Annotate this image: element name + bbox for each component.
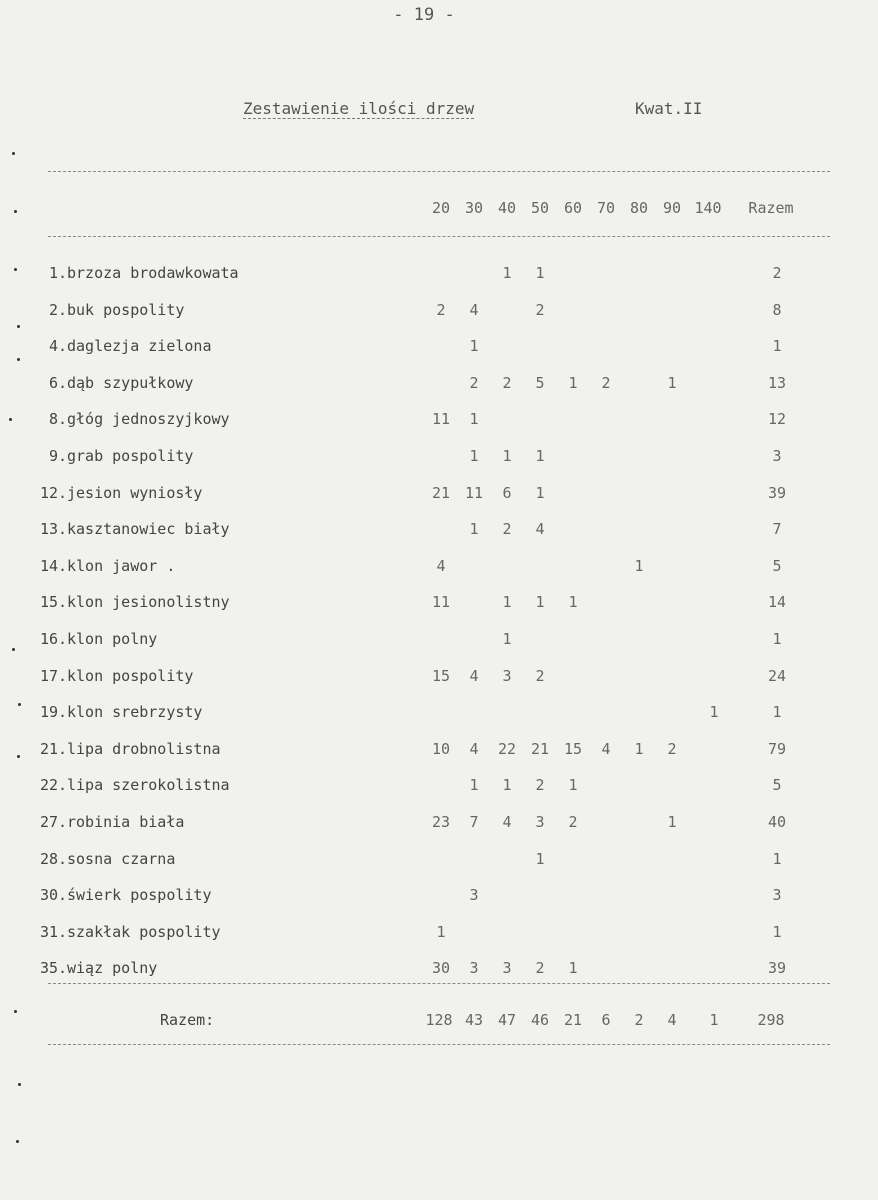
- divider-bottom: [48, 1044, 830, 1045]
- count-cell: 1: [469, 337, 479, 355]
- column-header: 60: [563, 199, 583, 217]
- margin-mark: [14, 210, 17, 213]
- count-cell: 3: [502, 667, 512, 685]
- table-row: [0, 627, 878, 651]
- total-cell: 2: [634, 1011, 644, 1029]
- count-cell: 1: [568, 776, 578, 794]
- count-cell: 1: [667, 374, 677, 392]
- count-cell: 2: [502, 374, 512, 392]
- count-cell: 6: [502, 484, 512, 502]
- table-row: [0, 334, 878, 358]
- species-name: [40, 773, 340, 797]
- count-cell: 1: [667, 813, 677, 831]
- count-cell: 1: [469, 520, 479, 538]
- row-total-cell: 7: [772, 520, 782, 538]
- total-cell: 1: [709, 1011, 719, 1029]
- table-row: [0, 371, 878, 395]
- count-cell: 10: [431, 740, 451, 758]
- count-cell: 1: [568, 593, 578, 611]
- table-row: [0, 883, 878, 907]
- species-name: [40, 737, 340, 761]
- count-cell: 1: [634, 557, 644, 575]
- table-row: [0, 664, 878, 688]
- count-cell: 22: [497, 740, 517, 758]
- column-header: 30: [464, 199, 484, 217]
- count-cell: 21: [530, 740, 550, 758]
- count-cell: 1: [535, 264, 545, 282]
- total-cell: 47: [497, 1011, 517, 1029]
- table-row: [0, 444, 878, 468]
- table-row: [0, 517, 878, 541]
- species-number: 13.: [40, 520, 68, 538]
- species-label: robinia biała: [67, 813, 185, 831]
- margin-mark: [17, 755, 20, 758]
- count-cell: 2: [568, 813, 578, 831]
- count-cell: 1: [535, 447, 545, 465]
- margin-mark: [18, 1083, 21, 1086]
- species-number: 17.: [40, 667, 68, 685]
- table-row: [0, 590, 878, 614]
- count-cell: 21: [431, 484, 451, 502]
- divider-header: [48, 236, 830, 237]
- margin-mark: [17, 358, 20, 361]
- row-total-cell: 40: [767, 813, 787, 831]
- species-number: 14.: [40, 557, 68, 575]
- species-number: 30.: [40, 886, 68, 904]
- count-cell: 15: [431, 667, 451, 685]
- count-cell: 11: [431, 593, 451, 611]
- margin-mark: [14, 1010, 17, 1013]
- row-total-cell: 13: [767, 374, 787, 392]
- species-name: [40, 407, 340, 431]
- total-cell: 4: [667, 1011, 677, 1029]
- row-total-cell: 2: [772, 264, 782, 282]
- species-number: 21.: [40, 740, 68, 758]
- count-cell: 5: [535, 374, 545, 392]
- species-label: klon srebrzysty: [67, 703, 203, 721]
- row-total-cell: 3: [772, 447, 782, 465]
- column-header: 80: [629, 199, 649, 217]
- table-row: [0, 773, 878, 797]
- count-cell: 11: [431, 410, 451, 428]
- species-number: 2.: [48, 301, 67, 319]
- column-header: Razem: [748, 199, 794, 217]
- species-name: [40, 627, 340, 651]
- row-total-cell: 14: [767, 593, 787, 611]
- total-cell: 128: [425, 1011, 453, 1029]
- count-cell: 4: [469, 667, 479, 685]
- table-row: [0, 261, 878, 285]
- species-name: [40, 810, 340, 834]
- row-total-cell: 79: [767, 740, 787, 758]
- divider-totals: [48, 983, 830, 984]
- row-total-cell: 1: [772, 850, 782, 868]
- species-number: 31.: [40, 923, 68, 941]
- species-name: [40, 590, 340, 614]
- count-cell: 1: [502, 630, 512, 648]
- margin-mark: [14, 268, 17, 271]
- divider-top: [48, 171, 830, 172]
- species-label: klon jesionolistny: [67, 593, 230, 611]
- species-label: wiąz polny: [67, 959, 158, 977]
- count-cell: 4: [535, 520, 545, 538]
- count-cell: 2: [535, 959, 545, 977]
- count-cell: 2: [502, 520, 512, 538]
- total-cell: 6: [601, 1011, 611, 1029]
- count-cell: 1: [502, 593, 512, 611]
- total-cell: 298: [757, 1011, 785, 1029]
- row-total-cell: 1: [772, 703, 782, 721]
- count-cell: 1: [469, 776, 479, 794]
- table-row: [0, 298, 878, 322]
- species-name: [40, 847, 340, 871]
- table-row: [0, 700, 878, 724]
- row-total-cell: 39: [767, 484, 787, 502]
- row-total-cell: 5: [772, 557, 782, 575]
- species-name: [40, 883, 340, 907]
- species-number: 28.: [40, 850, 68, 868]
- count-cell: 1: [502, 264, 512, 282]
- species-label: klon polny: [67, 630, 158, 648]
- row-total-cell: 1: [772, 923, 782, 941]
- species-label: jesion wyniosły: [67, 484, 203, 502]
- margin-mark: [18, 703, 21, 706]
- count-cell: 4: [601, 740, 611, 758]
- count-cell: 4: [469, 740, 479, 758]
- table-row: [0, 920, 878, 944]
- count-cell: 7: [469, 813, 479, 831]
- table-row: [0, 847, 878, 871]
- count-cell: 3: [469, 959, 479, 977]
- table-row: [0, 481, 878, 505]
- total-cell: 43: [464, 1011, 484, 1029]
- species-number: 6.: [48, 374, 67, 392]
- count-cell: 1: [568, 959, 578, 977]
- quarter-label: Kwat.II: [635, 99, 703, 118]
- column-header: 90: [662, 199, 682, 217]
- species-label: klon pospolity: [67, 667, 194, 685]
- totals-row: [0, 1008, 878, 1032]
- species-label: lipa szerokolistna: [67, 776, 230, 794]
- species-label: sosna czarna: [67, 850, 176, 868]
- species-label: szakłak pospolity: [67, 923, 221, 941]
- count-cell: 1: [634, 740, 644, 758]
- species-number: 19.: [40, 703, 68, 721]
- row-total-cell: 1: [772, 630, 782, 648]
- species-name: [40, 444, 340, 468]
- count-cell: 1: [535, 484, 545, 502]
- species-name: [40, 334, 340, 358]
- species-name: [40, 481, 340, 505]
- count-cell: 1: [709, 703, 719, 721]
- species-number: 4.: [48, 337, 67, 355]
- column-header-row: [0, 196, 878, 220]
- species-name: [40, 956, 340, 980]
- column-header: 70: [596, 199, 616, 217]
- species-number: 35.: [40, 959, 68, 977]
- row-total-cell: 39: [767, 959, 787, 977]
- margin-mark: [12, 152, 15, 155]
- count-cell: 1: [469, 447, 479, 465]
- species-label: brzoza brodawkowata: [67, 264, 239, 282]
- row-total-cell: 12: [767, 410, 787, 428]
- species-name: [40, 298, 340, 322]
- count-cell: 2: [535, 667, 545, 685]
- count-cell: 1: [535, 593, 545, 611]
- count-cell: 3: [502, 959, 512, 977]
- row-total-cell: 3: [772, 886, 782, 904]
- row-total-cell: 24: [767, 667, 787, 685]
- column-header: 40: [497, 199, 517, 217]
- species-label: głóg jednoszyjkowy: [67, 410, 230, 428]
- species-number: 27.: [40, 813, 68, 831]
- species-number: 12.: [40, 484, 68, 502]
- species-label: buk pospolity: [67, 301, 185, 319]
- column-header: 140: [694, 199, 722, 217]
- species-number: 16.: [40, 630, 68, 648]
- species-label: klon jawor .: [67, 557, 176, 575]
- count-cell: 1: [502, 447, 512, 465]
- species-number: 8.: [48, 410, 67, 428]
- total-cell: 21: [563, 1011, 583, 1029]
- count-cell: 30: [431, 959, 451, 977]
- totals-label: Razem:: [160, 1011, 215, 1029]
- count-cell: 1: [502, 776, 512, 794]
- document-title: Zestawienie ilości drzew: [243, 99, 475, 118]
- count-cell: 4: [502, 813, 512, 831]
- species-name: [40, 261, 340, 285]
- row-total-cell: 8: [772, 301, 782, 319]
- count-cell: 4: [469, 301, 479, 319]
- count-cell: 1: [535, 850, 545, 868]
- row-total-cell: 1: [772, 337, 782, 355]
- count-cell: 2: [469, 374, 479, 392]
- page-number: - 19 -: [393, 5, 455, 25]
- count-cell: 2: [535, 776, 545, 794]
- count-cell: 3: [469, 886, 479, 904]
- species-name: [40, 664, 340, 688]
- count-cell: 2: [535, 301, 545, 319]
- margin-mark: [17, 325, 20, 328]
- count-cell: 1: [568, 374, 578, 392]
- margin-mark: [9, 418, 12, 421]
- species-label: daglezja zielona: [67, 337, 212, 355]
- species-name: [40, 700, 340, 724]
- count-cell: 3: [535, 813, 545, 831]
- species-number: 9.: [48, 447, 67, 465]
- total-cell: 46: [530, 1011, 550, 1029]
- count-cell: 2: [667, 740, 677, 758]
- margin-mark: [12, 648, 15, 651]
- count-cell: 4: [436, 557, 446, 575]
- species-label: dąb szypułkowy: [67, 374, 194, 392]
- species-label: świerk pospolity: [67, 886, 212, 904]
- table-row: [0, 554, 878, 578]
- count-cell: 1: [436, 923, 446, 941]
- species-name: [40, 554, 340, 578]
- species-label: kasztanowiec biały: [67, 520, 230, 538]
- species-number: 1.: [48, 264, 67, 282]
- species-number: 15.: [40, 593, 68, 611]
- species-label: lipa drobnolistna: [67, 740, 221, 758]
- table-row: [0, 737, 878, 761]
- column-header: 50: [530, 199, 550, 217]
- species-label: grab pospolity: [67, 447, 194, 465]
- count-cell: 11: [464, 484, 484, 502]
- table-row: [0, 956, 878, 980]
- species-name: [40, 371, 340, 395]
- species-name: [40, 920, 340, 944]
- table-row: [0, 810, 878, 834]
- count-cell: 2: [436, 301, 446, 319]
- margin-mark: [16, 1140, 19, 1143]
- species-number: 22.: [40, 776, 68, 794]
- column-header: 20: [431, 199, 451, 217]
- count-cell: 23: [431, 813, 451, 831]
- count-cell: 15: [563, 740, 583, 758]
- count-cell: 1: [469, 410, 479, 428]
- count-cell: 2: [601, 374, 611, 392]
- species-name: [40, 517, 340, 541]
- table-row: [0, 407, 878, 431]
- row-total-cell: 5: [772, 776, 782, 794]
